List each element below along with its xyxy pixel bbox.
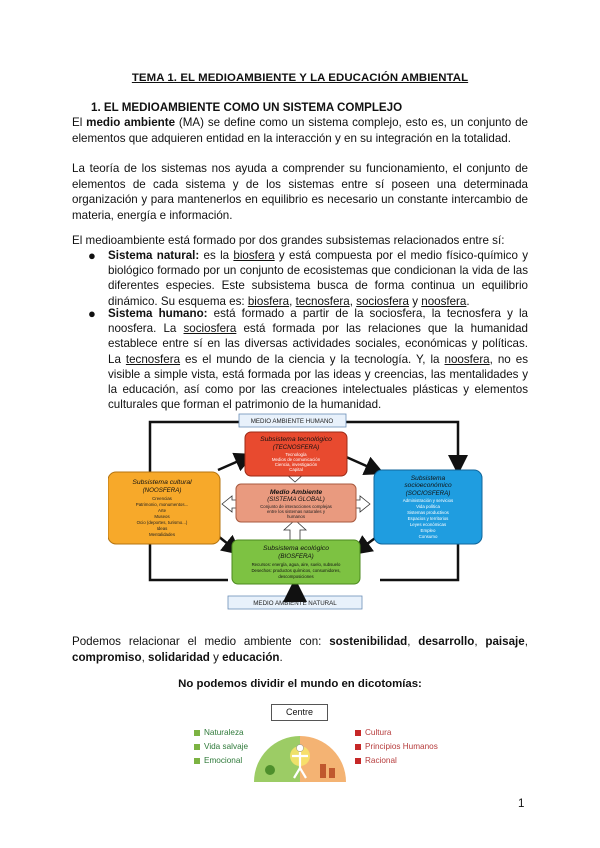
- biosfera-item: Desechos: productos químicos, consumidores,: [251, 568, 341, 573]
- legend-right-item: Racional: [355, 756, 397, 765]
- legend-left-item: Emocional: [194, 756, 242, 765]
- noosfera-item: Patrimonio, monumentos...: [135, 502, 189, 507]
- section-heading: 1. EL MEDIOAMBIENTE COMO UN SISTEMA COMPLEJO: [91, 101, 403, 114]
- sociosfera-item: Empleo: [420, 528, 436, 533]
- noosfera-item: Creencias: [152, 496, 172, 501]
- red-square-icon: [355, 758, 361, 764]
- legend-right-item: Principios Humanos: [355, 742, 438, 751]
- top-label: MEDIO AMBIENTE HUMANO: [250, 418, 334, 425]
- bullet-icon: ●: [88, 306, 96, 321]
- global-item: Conjunto de interacciones complejas: [260, 504, 332, 509]
- tecnosfera-item: Ciencia, investigación: [274, 462, 318, 467]
- noosfera-item: Ocio (deportes, turismo...): [136, 520, 188, 525]
- bullet-human-system: ● Sistema humano: está formado a partir de la sociosfera, la tecnosfera y la noosfera. La sociosfera está formada por las relaciones que la humanidad establece entre sí en las diversas actividades sociales, económicas y políticas. La tecnosfera es el mundo de la ciencia y la tecnología. Y, la noosfera, no es visible a simple vista, está formada por las ideas y creencias, las mentalidades y la educación, así como por las creaciones intelectuales plásticas y elementos culturales que forman el patrimonio de la humanidad.: [88, 306, 528, 412]
- paragraph-definition: El medio ambiente (MA) se define como un sistema complejo, esto es, un conjunto de elementos que adquieren entidad en la interacción y en su integración en la totalidad.: [72, 116, 529, 145]
- sociosfera-item: Vida política: [416, 504, 440, 509]
- noosfera-item: Mentalidades: [148, 532, 176, 537]
- noosfera-subtitle: (NOOSFERA): [142, 487, 182, 494]
- global-item: entre los sistemas naturales y: [266, 509, 326, 514]
- page-title: TEMA 1. EL MEDIOAMBIENTE Y LA EDUCACIÓN AMBIENTAL: [131, 72, 469, 84]
- green-square-icon: [194, 758, 200, 764]
- red-square-icon: [355, 730, 361, 736]
- environment-system-diagram: [108, 412, 502, 612]
- green-square-icon: [194, 744, 200, 750]
- noosfera-item: Ideas: [156, 526, 168, 531]
- paragraph-subsystems-intro: El medioambiente está formado por dos grandes subsistemas relacionados entre sí:: [72, 234, 505, 247]
- harmony-illustration: [250, 726, 350, 782]
- legend-left-item: Vida salvaje: [194, 742, 248, 751]
- global-subtitle: (SISTEMA GLOBAL): [267, 496, 325, 503]
- bullet-natural-system: ● Sistema natural: es la biosfera y está compuesta por el medio físico-químico y biológico formado por un conjunto de ecosistemas que condicionan la vida de las diferentes especies. Este subsistema busca de forma continua un equilibrio dinámico. Su esquema es: biosfera, tecnosfera, sociosfera y noosfera.: [88, 248, 528, 308]
- biosfera-item: Recursos: energía, agua, aire, suelo, subsuelo: [251, 562, 341, 567]
- red-square-icon: [355, 744, 361, 750]
- sociosfera-item: Espacios y territorios: [407, 516, 449, 521]
- noosfera-item: Museos: [154, 514, 170, 519]
- sociosfera-subtitle: (SOCIOSFERA): [405, 490, 451, 497]
- biosfera-item: descomposiciones: [278, 574, 314, 579]
- sociosfera-item: Leyes económicas: [409, 522, 447, 527]
- sociosfera-title: Subsistema: [410, 475, 446, 482]
- centre-box: Centre: [271, 704, 328, 721]
- sociosfera-item: Consumo: [418, 534, 438, 539]
- tecnosfera-subtitle: (TECNOSFERA): [272, 444, 320, 451]
- global-item: humanos: [286, 514, 306, 519]
- noosfera-title: Subsistema cultural: [132, 479, 192, 486]
- paragraph-systems-theory: La teoría de los sistemas nos ayuda a comprender su funcionamiento, el conjunto de elementos de cada sistema y de los sistemas entre sí poseen una determinada organización y para mantenerlos en equilibrio es necesario un constante intercambio de materia, energía e información.: [72, 162, 528, 222]
- noosfera-item: Arte: [157, 508, 167, 513]
- biosfera-subtitle: (BIOSFERA): [278, 553, 314, 560]
- tecnosfera-item: Tecnología: [285, 452, 307, 457]
- sociosfera-title-2: socioeconómico: [404, 482, 452, 489]
- paragraph-related-concepts: Podemos relacionar el medio ambiente con: sostenibilidad, desarrollo, paisaje, compromiso, solidaridad y educación.: [72, 635, 528, 664]
- legend-left-item: Naturaleza: [194, 728, 244, 737]
- dichotomies-title: No podemos dividir el mundo en dicotomías:: [178, 678, 422, 690]
- global-title: Medio Ambiente: [269, 489, 323, 496]
- sociosfera-item: Sistemas productivos: [407, 510, 449, 515]
- green-square-icon: [194, 730, 200, 736]
- biosfera-title: Subsistema ecológico: [262, 545, 330, 552]
- bottom-label: MEDIO AMBIENTE NATURAL: [253, 600, 337, 607]
- tecnosfera-item: Medios de comunicación: [271, 457, 321, 462]
- page-number: 1: [518, 797, 525, 810]
- tecnosfera-item: Capital: [289, 467, 303, 472]
- sociosfera-item: Administración y servicios: [402, 498, 454, 503]
- legend-right-item: Cultura: [355, 728, 391, 737]
- tecnosfera-title: Subsistema tecnológico: [260, 436, 332, 443]
- bullet-icon: ●: [88, 248, 96, 263]
